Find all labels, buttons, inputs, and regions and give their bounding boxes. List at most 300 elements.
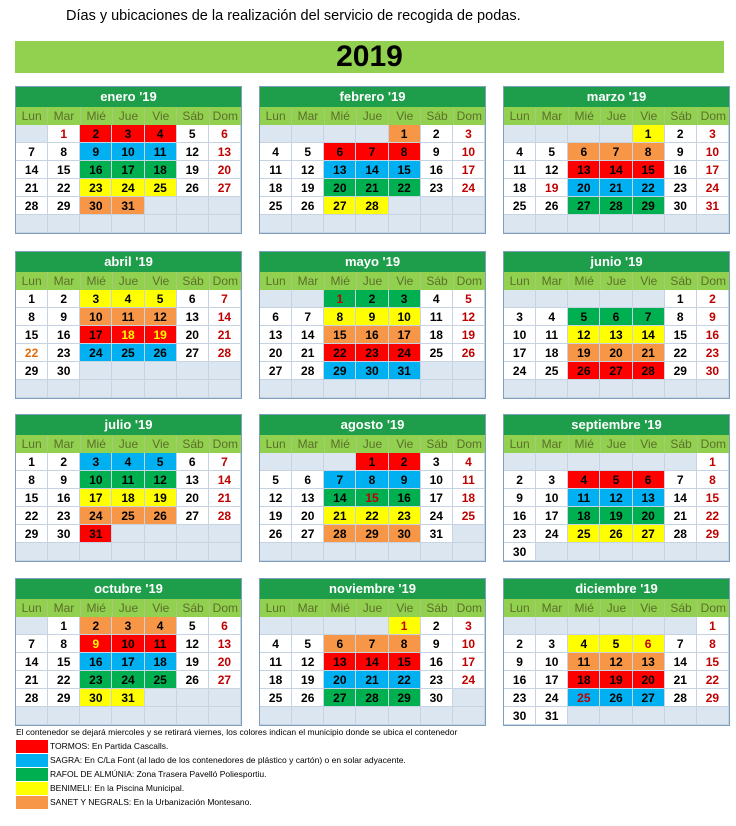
weekday-label: Mar — [536, 272, 568, 290]
weekday-label: Mar — [292, 599, 324, 617]
day-cell: 14 — [633, 326, 665, 344]
empty-day-cell — [536, 125, 568, 143]
day-cell: 24 — [536, 689, 568, 707]
empty-day-cell — [697, 543, 729, 561]
day-cell: 16 — [697, 326, 729, 344]
empty-day-cell — [600, 125, 632, 143]
empty-day-cell — [389, 197, 421, 215]
week-row — [504, 197, 729, 215]
day-cell: 26 — [145, 507, 177, 525]
day-cell: 27 — [209, 671, 241, 689]
day-cell: 10 — [80, 471, 112, 489]
day-cell: 2 — [504, 635, 536, 653]
month-calendar — [259, 86, 486, 234]
empty-day-cell — [356, 125, 388, 143]
day-cell: 12 — [177, 635, 209, 653]
empty-day-cell — [48, 380, 80, 398]
empty-day-cell — [568, 543, 600, 561]
day-cell: 13 — [209, 635, 241, 653]
month-title: julio '19 — [16, 415, 241, 435]
weekday-label: Dom — [212, 109, 238, 123]
day-cell: 25 — [145, 179, 177, 197]
weekday-label: Mar — [292, 107, 324, 125]
day-cell: 8 — [48, 635, 80, 653]
weekday-label: Mar — [292, 435, 324, 453]
day-cell: 15 — [356, 489, 388, 507]
empty-day-cell — [145, 197, 177, 215]
day-cell: 14 — [356, 161, 388, 179]
day-cell: 8 — [324, 308, 356, 326]
weekday-label: Dom — [212, 274, 238, 288]
empty-day-cell — [504, 125, 536, 143]
week-row — [16, 471, 241, 489]
weekday-label: Mar — [536, 599, 568, 617]
empty-day-cell — [356, 617, 388, 635]
day-cell: 17 — [112, 653, 144, 671]
day-cell: 29 — [697, 525, 729, 543]
day-cell: 7 — [600, 143, 632, 161]
day-cell: 12 — [600, 653, 632, 671]
day-cell: 17 — [80, 489, 112, 507]
day-cell: 23 — [421, 671, 453, 689]
day-cell: 21 — [16, 671, 48, 689]
day-cell: 20 — [209, 161, 241, 179]
day-cell: 20 — [633, 507, 665, 525]
empty-day-cell — [292, 380, 324, 398]
day-cell: 19 — [177, 161, 209, 179]
day-cell: 30 — [504, 543, 536, 561]
day-cell: 18 — [568, 507, 600, 525]
weekday-label: Mié — [325, 107, 357, 125]
week-row — [504, 689, 729, 707]
day-cell: 26 — [568, 362, 600, 380]
day-cell: 31 — [536, 707, 568, 725]
legend-label: RAFOL DE ALMÚNIA: Zona Trasera Pavelló Poliesportiu. — [50, 769, 267, 779]
empty-day-cell — [665, 617, 697, 635]
week-row — [504, 489, 729, 507]
day-cell: 6 — [260, 308, 292, 326]
empty-day-cell — [356, 543, 388, 561]
legend-item — [16, 739, 168, 753]
day-cell: 15 — [665, 326, 697, 344]
day-cell: 9 — [665, 143, 697, 161]
week-row — [16, 161, 241, 179]
empty-day-cell — [260, 617, 292, 635]
week-row — [260, 453, 485, 471]
day-cell: 3 — [80, 453, 112, 471]
empty-day-cell — [453, 689, 485, 707]
weekday-label: Lun — [16, 599, 48, 617]
weekday-label: Vie — [145, 272, 177, 290]
week-row — [260, 707, 485, 725]
weekday-label: Lun — [260, 435, 292, 453]
day-cell: 5 — [292, 635, 324, 653]
empty-day-cell — [504, 617, 536, 635]
weekday-header-row — [504, 107, 729, 125]
empty-day-cell — [568, 707, 600, 725]
day-cell: 26 — [145, 344, 177, 362]
empty-day-cell — [145, 215, 177, 233]
day-cell: 7 — [292, 308, 324, 326]
day-cell: 19 — [145, 489, 177, 507]
weekday-label: Sáb — [665, 435, 697, 453]
day-cell: 17 — [389, 326, 421, 344]
day-cell: 12 — [260, 489, 292, 507]
day-cell: 3 — [112, 617, 144, 635]
day-cell: 10 — [389, 308, 421, 326]
day-cell: 30 — [48, 525, 80, 543]
day-cell: 14 — [665, 489, 697, 507]
day-cell: 2 — [48, 453, 80, 471]
week-row — [504, 125, 729, 143]
month-title: noviembre '19 — [260, 579, 485, 599]
empty-day-cell — [209, 215, 241, 233]
weekday-label: Jue — [113, 435, 145, 453]
day-cell: 23 — [80, 671, 112, 689]
day-cell: 26 — [292, 689, 324, 707]
week-row — [16, 290, 241, 308]
day-cell: 15 — [697, 489, 729, 507]
weekday-label: Vie — [389, 435, 421, 453]
week-row — [260, 344, 485, 362]
day-cell: 5 — [177, 125, 209, 143]
weekday-label: Lun — [16, 435, 48, 453]
empty-day-cell — [324, 380, 356, 398]
day-cell: 11 — [504, 161, 536, 179]
day-cell: 13 — [324, 653, 356, 671]
weekday-label: Sáb — [665, 107, 697, 125]
day-cell: 25 — [453, 507, 485, 525]
day-cell: 28 — [209, 344, 241, 362]
day-cell: 17 — [453, 653, 485, 671]
empty-day-cell — [16, 543, 48, 561]
weekday-label: Mié — [569, 599, 601, 617]
day-cell: 10 — [453, 635, 485, 653]
empty-day-cell — [421, 543, 453, 561]
weekday-label: Sáb — [421, 599, 453, 617]
weekday-label: Dom — [456, 601, 482, 615]
weekday-label: Vie — [633, 107, 665, 125]
week-row — [260, 125, 485, 143]
weekday-label: Sáb — [421, 272, 453, 290]
empty-day-cell — [568, 125, 600, 143]
day-cell: 14 — [356, 653, 388, 671]
empty-day-cell — [568, 380, 600, 398]
empty-day-cell — [600, 290, 632, 308]
week-row — [504, 707, 729, 725]
day-cell: 31 — [112, 197, 144, 215]
empty-day-cell — [633, 380, 665, 398]
day-cell: 4 — [568, 635, 600, 653]
day-cell: 25 — [260, 197, 292, 215]
day-cell: 3 — [697, 125, 729, 143]
day-cell: 10 — [697, 143, 729, 161]
day-cell: 13 — [209, 143, 241, 161]
week-row — [16, 215, 241, 233]
day-cell: 11 — [568, 489, 600, 507]
empty-day-cell — [177, 380, 209, 398]
day-cell: 15 — [389, 653, 421, 671]
empty-day-cell — [48, 707, 80, 725]
day-cell: 29 — [48, 689, 80, 707]
day-cell: 2 — [421, 617, 453, 635]
day-cell: 7 — [16, 143, 48, 161]
day-cell: 18 — [145, 161, 177, 179]
empty-day-cell — [453, 215, 485, 233]
day-cell: 16 — [80, 653, 112, 671]
day-cell: 18 — [260, 671, 292, 689]
empty-day-cell — [324, 707, 356, 725]
day-cell: 27 — [324, 689, 356, 707]
empty-day-cell — [421, 197, 453, 215]
weekday-label: Dom — [456, 437, 482, 451]
day-cell: 23 — [504, 689, 536, 707]
day-cell: 24 — [697, 179, 729, 197]
day-cell: 24 — [80, 344, 112, 362]
day-cell: 19 — [600, 507, 632, 525]
weekday-header-row — [16, 435, 241, 453]
empty-day-cell — [536, 543, 568, 561]
empty-day-cell — [145, 707, 177, 725]
weekday-label: Dom — [456, 109, 482, 123]
empty-day-cell — [324, 125, 356, 143]
day-cell: 19 — [292, 671, 324, 689]
day-cell: 7 — [16, 635, 48, 653]
empty-day-cell — [697, 707, 729, 725]
day-cell: 22 — [48, 179, 80, 197]
day-cell: 9 — [356, 308, 388, 326]
week-row — [504, 525, 729, 543]
day-cell: 4 — [260, 635, 292, 653]
legend-item — [16, 781, 184, 795]
week-row — [504, 308, 729, 326]
day-cell: 24 — [112, 179, 144, 197]
day-cell: 14 — [292, 326, 324, 344]
legend-label: SAGRA: En C/La Font (al lado de los contenedores de plástico y cartón) o en solar adyacente. — [50, 755, 406, 765]
day-cell: 1 — [665, 290, 697, 308]
empty-day-cell — [16, 617, 48, 635]
day-cell: 7 — [356, 143, 388, 161]
weekday-label: Mar — [536, 435, 568, 453]
week-row — [260, 525, 485, 543]
day-cell: 3 — [389, 290, 421, 308]
week-row — [16, 197, 241, 215]
day-cell: 28 — [324, 525, 356, 543]
week-row — [260, 197, 485, 215]
day-cell: 18 — [504, 179, 536, 197]
week-row — [16, 326, 241, 344]
day-cell: 4 — [568, 471, 600, 489]
day-cell: 9 — [421, 143, 453, 161]
week-row — [260, 489, 485, 507]
empty-day-cell — [389, 707, 421, 725]
day-cell: 27 — [292, 525, 324, 543]
weekday-label: Lun — [16, 107, 48, 125]
day-cell: 19 — [260, 507, 292, 525]
week-row — [504, 326, 729, 344]
weekday-header-row — [16, 599, 241, 617]
week-row — [260, 179, 485, 197]
day-cell: 2 — [80, 617, 112, 635]
empty-day-cell — [260, 453, 292, 471]
day-cell: 1 — [697, 617, 729, 635]
empty-day-cell — [145, 362, 177, 380]
day-cell: 25 — [112, 507, 144, 525]
day-cell: 4 — [536, 308, 568, 326]
day-cell: 1 — [697, 453, 729, 471]
day-cell: 18 — [568, 671, 600, 689]
week-row — [260, 543, 485, 561]
day-cell: 31 — [697, 197, 729, 215]
day-cell: 22 — [633, 179, 665, 197]
empty-day-cell — [421, 215, 453, 233]
day-cell: 29 — [697, 689, 729, 707]
empty-day-cell — [504, 380, 536, 398]
day-cell: 18 — [453, 489, 485, 507]
week-row — [16, 525, 241, 543]
empty-day-cell — [600, 543, 632, 561]
empty-day-cell — [16, 125, 48, 143]
weekday-header-row — [260, 435, 485, 453]
day-cell: 4 — [145, 617, 177, 635]
weekday-header-row — [16, 272, 241, 290]
day-cell: 10 — [453, 143, 485, 161]
day-cell: 22 — [16, 507, 48, 525]
weekday-label: Vie — [633, 435, 665, 453]
empty-day-cell — [112, 707, 144, 725]
day-cell: 28 — [633, 362, 665, 380]
day-cell: 10 — [536, 653, 568, 671]
empty-day-cell — [600, 453, 632, 471]
weekday-label: Lun — [260, 599, 292, 617]
day-cell: 7 — [209, 290, 241, 308]
empty-day-cell — [177, 197, 209, 215]
day-cell: 2 — [48, 290, 80, 308]
day-cell: 31 — [112, 689, 144, 707]
day-cell: 9 — [421, 635, 453, 653]
day-cell: 1 — [16, 290, 48, 308]
weekday-label: Mié — [325, 435, 357, 453]
day-cell: 21 — [324, 507, 356, 525]
day-cell: 12 — [453, 308, 485, 326]
day-cell: 21 — [356, 671, 388, 689]
day-cell: 5 — [145, 453, 177, 471]
weekday-label: Mié — [569, 435, 601, 453]
empty-day-cell — [633, 215, 665, 233]
day-cell: 6 — [633, 635, 665, 653]
day-cell: 8 — [633, 143, 665, 161]
day-cell: 12 — [292, 653, 324, 671]
day-cell: 1 — [324, 290, 356, 308]
day-cell: 3 — [504, 308, 536, 326]
weekday-label: Sáb — [177, 107, 209, 125]
day-cell: 21 — [209, 326, 241, 344]
weekday-label: Dom — [700, 274, 726, 288]
day-cell: 27 — [633, 689, 665, 707]
day-cell: 13 — [177, 308, 209, 326]
day-cell: 2 — [389, 453, 421, 471]
day-cell: 2 — [80, 125, 112, 143]
empty-day-cell — [356, 707, 388, 725]
day-cell: 28 — [356, 197, 388, 215]
weekday-label: Jue — [113, 272, 145, 290]
day-cell: 26 — [177, 179, 209, 197]
empty-day-cell — [324, 215, 356, 233]
legend-swatch — [16, 768, 48, 781]
day-cell: 4 — [112, 453, 144, 471]
weekday-header-row — [504, 599, 729, 617]
day-cell: 15 — [389, 161, 421, 179]
day-cell: 8 — [356, 471, 388, 489]
day-cell: 6 — [568, 143, 600, 161]
day-cell: 3 — [421, 453, 453, 471]
empty-day-cell — [292, 125, 324, 143]
empty-day-cell — [697, 215, 729, 233]
weekday-label: Mar — [48, 599, 80, 617]
month-calendar — [15, 251, 242, 399]
week-row — [504, 653, 729, 671]
day-cell: 30 — [665, 197, 697, 215]
empty-day-cell — [633, 707, 665, 725]
week-row — [260, 143, 485, 161]
day-cell: 3 — [536, 635, 568, 653]
day-cell: 18 — [536, 344, 568, 362]
day-cell: 18 — [145, 653, 177, 671]
day-cell: 6 — [324, 635, 356, 653]
day-cell: 18 — [112, 326, 144, 344]
legend-swatch — [16, 740, 48, 753]
day-cell: 1 — [389, 125, 421, 143]
day-cell: 1 — [48, 617, 80, 635]
empty-day-cell — [536, 617, 568, 635]
empty-day-cell — [633, 290, 665, 308]
month-calendar — [259, 578, 486, 726]
weekday-label: Mar — [48, 107, 80, 125]
day-cell: 30 — [356, 362, 388, 380]
legend-swatch — [16, 782, 48, 795]
weekday-label: Jue — [601, 272, 633, 290]
empty-day-cell — [665, 380, 697, 398]
day-cell: 8 — [16, 471, 48, 489]
day-cell: 8 — [697, 635, 729, 653]
day-cell: 8 — [697, 471, 729, 489]
day-cell: 16 — [504, 507, 536, 525]
day-cell: 10 — [112, 143, 144, 161]
day-cell: 12 — [292, 161, 324, 179]
day-cell: 5 — [568, 308, 600, 326]
empty-day-cell — [292, 290, 324, 308]
empty-day-cell — [568, 617, 600, 635]
empty-day-cell — [453, 362, 485, 380]
day-cell: 29 — [665, 362, 697, 380]
day-cell: 13 — [324, 161, 356, 179]
weekday-label: Vie — [389, 107, 421, 125]
weekday-label: Lun — [260, 107, 292, 125]
legend-swatch — [16, 796, 48, 809]
day-cell: 26 — [453, 344, 485, 362]
empty-day-cell — [209, 543, 241, 561]
day-cell: 16 — [48, 489, 80, 507]
weekday-label: Vie — [633, 272, 665, 290]
day-cell: 16 — [48, 326, 80, 344]
weekday-label: Vie — [389, 272, 421, 290]
week-row — [260, 380, 485, 398]
week-row — [16, 362, 241, 380]
day-cell: 22 — [324, 344, 356, 362]
day-cell: 8 — [665, 308, 697, 326]
day-cell: 3 — [453, 125, 485, 143]
day-cell: 24 — [421, 507, 453, 525]
